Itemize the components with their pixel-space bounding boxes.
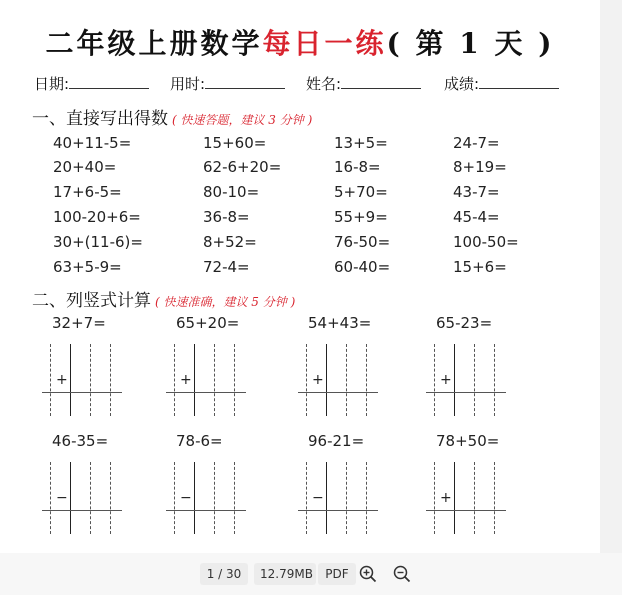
vertical-calc-problem bbox=[42, 432, 162, 542]
mental-math-problem: 60-40= bbox=[334, 258, 391, 276]
vertical-calc-expression: 78-6= bbox=[176, 432, 223, 450]
section2-note: ( 快速准确，建议 5 分钟 ) bbox=[155, 295, 296, 309]
sum-line bbox=[166, 392, 246, 393]
grid-column-line bbox=[174, 462, 175, 534]
time-field bbox=[170, 73, 285, 94]
mental-math-problem: 100-50= bbox=[453, 233, 519, 251]
sum-line bbox=[42, 392, 122, 393]
sum-line bbox=[298, 392, 378, 393]
operator-sign: − bbox=[180, 490, 192, 506]
grid-column-line bbox=[366, 462, 367, 534]
operator-sign: + bbox=[440, 372, 452, 388]
grid-column-line bbox=[454, 344, 455, 416]
sum-line bbox=[42, 510, 122, 511]
grid-column-line bbox=[50, 462, 51, 534]
vertical-calc-expression: 65+20= bbox=[176, 314, 240, 332]
title-red: 每日一练 bbox=[262, 27, 387, 60]
grid-column-line bbox=[70, 462, 71, 534]
mental-math-problem: 15+60= bbox=[203, 134, 267, 152]
vertical-calc-problem bbox=[426, 314, 546, 424]
zoom-out-icon[interactable] bbox=[392, 564, 412, 584]
vertical-calc-problem bbox=[166, 432, 286, 542]
vertical-calc-expression: 54+43= bbox=[308, 314, 372, 332]
operator-sign: − bbox=[56, 490, 68, 506]
section1-note: ( 快速答题，建议 3 分钟 ) bbox=[172, 113, 313, 127]
grid-column-line bbox=[174, 344, 175, 416]
grid-column-line bbox=[434, 344, 435, 416]
vertical-calc-problem bbox=[42, 314, 162, 424]
sum-line bbox=[426, 510, 506, 511]
grid-column-line bbox=[326, 344, 327, 416]
vertical-calc-expression: 46-35= bbox=[52, 432, 109, 450]
mental-math-problem: 20+40= bbox=[53, 158, 117, 176]
score-field bbox=[444, 73, 559, 94]
vertical-calc-expression: 78+50= bbox=[436, 432, 500, 450]
grid-column-line bbox=[474, 344, 475, 416]
date-label: 日期: bbox=[34, 75, 70, 93]
operator-sign: + bbox=[180, 372, 192, 388]
operator-sign: + bbox=[56, 372, 68, 388]
mental-math-problem: 24-7= bbox=[453, 134, 500, 152]
mental-math-problem: 76-50= bbox=[334, 233, 391, 251]
time-label: 用时: bbox=[170, 75, 206, 93]
grid-column-line bbox=[494, 462, 495, 534]
name-field bbox=[306, 73, 421, 94]
grid-column-line bbox=[194, 462, 195, 534]
viewer-toolbar bbox=[0, 553, 622, 595]
mental-math-problem: 72-4= bbox=[203, 258, 250, 276]
grid-column-line bbox=[366, 344, 367, 416]
grid-column-line bbox=[90, 344, 91, 416]
grid-column-line bbox=[214, 344, 215, 416]
section2-heading bbox=[32, 286, 295, 311]
grid-column-line bbox=[214, 462, 215, 534]
grid-column-line bbox=[306, 462, 307, 534]
mental-math-problem: 16-8= bbox=[334, 158, 381, 176]
mental-math-problem: 45-4= bbox=[453, 208, 500, 226]
grid-column-line bbox=[454, 462, 455, 534]
grid-column-line bbox=[434, 462, 435, 534]
operator-sign: + bbox=[440, 490, 452, 506]
mental-math-problem: 36-8= bbox=[203, 208, 250, 226]
grid-column-line bbox=[346, 462, 347, 534]
vertical-calc-problem bbox=[166, 314, 286, 424]
grid-column-line bbox=[50, 344, 51, 416]
mental-math-problem: 5+70= bbox=[334, 183, 388, 201]
sum-line bbox=[166, 510, 246, 511]
zoom-in-icon[interactable] bbox=[358, 564, 378, 584]
score-label: 成绩: bbox=[444, 75, 480, 93]
grid-column-line bbox=[110, 462, 111, 534]
vertical-calc-problem bbox=[298, 314, 418, 424]
mental-math-problem: 40+11-5= bbox=[53, 134, 132, 152]
sum-line bbox=[426, 392, 506, 393]
mental-math-problem: 8+52= bbox=[203, 233, 257, 251]
grid-column-line bbox=[70, 344, 71, 416]
vertical-calc-expression: 96-21= bbox=[308, 432, 365, 450]
mental-math-problem: 55+9= bbox=[334, 208, 388, 226]
vertical-calc-problem bbox=[298, 432, 418, 542]
section2-title: 二、列竖式计算 bbox=[32, 291, 151, 311]
vertical-calc-expression: 32+7= bbox=[52, 314, 106, 332]
scrollbar[interactable] bbox=[600, 0, 622, 553]
title-black: 二年级上册数学 bbox=[45, 27, 263, 60]
mental-math-problem: 63+5-9= bbox=[53, 258, 122, 276]
title-day: ( 第 1 天 ) bbox=[386, 27, 555, 60]
vertical-calc-expression: 65-23= bbox=[436, 314, 493, 332]
page-indicator[interactable]: 1 / 30 bbox=[200, 563, 248, 585]
mental-math-problem: 80-10= bbox=[203, 183, 260, 201]
grid-column-line bbox=[326, 462, 327, 534]
mental-math-problem: 30+(11-6)= bbox=[53, 233, 143, 251]
mental-math-problem: 15+6= bbox=[453, 258, 507, 276]
file-size: 12.79MB bbox=[254, 563, 316, 585]
mental-math-problem: 13+5= bbox=[334, 134, 388, 152]
grid-column-line bbox=[194, 344, 195, 416]
grid-column-line bbox=[306, 344, 307, 416]
section1-heading bbox=[32, 104, 312, 129]
grid-column-line bbox=[110, 344, 111, 416]
vertical-calc-problem bbox=[426, 432, 546, 542]
grid-column-line bbox=[494, 344, 495, 416]
page-title bbox=[0, 22, 600, 62]
sum-line bbox=[298, 510, 378, 511]
name-label: 姓名: bbox=[306, 75, 342, 93]
section1-title: 一、直接写出得数 bbox=[32, 109, 168, 129]
grid-column-line bbox=[90, 462, 91, 534]
grid-column-line bbox=[346, 344, 347, 416]
mental-math-problem: 17+6-5= bbox=[53, 183, 122, 201]
mental-math-problem: 100-20+6= bbox=[53, 208, 141, 226]
grid-column-line bbox=[474, 462, 475, 534]
grid-column-line bbox=[234, 462, 235, 534]
date-field bbox=[34, 73, 149, 94]
file-format: PDF bbox=[318, 563, 356, 585]
operator-sign: − bbox=[312, 490, 324, 506]
operator-sign: + bbox=[312, 372, 324, 388]
mental-math-problem: 8+19= bbox=[453, 158, 507, 176]
mental-math-problem: 43-7= bbox=[453, 183, 500, 201]
grid-column-line bbox=[234, 344, 235, 416]
mental-math-problem: 62-6+20= bbox=[203, 158, 282, 176]
